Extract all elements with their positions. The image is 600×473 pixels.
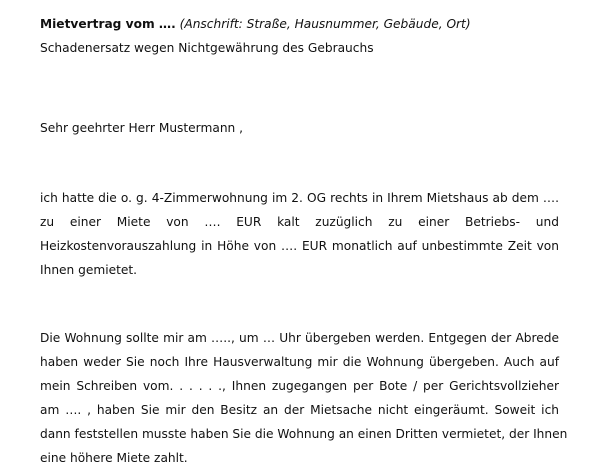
letter-header	[40, 12, 559, 36]
paragraph2-line: Die Wohnung sollte mir am ….., um … Uhr übergeben werden. Entgegen der Abrede	[40, 331, 559, 345]
paragraph1-line: zu einer Miete von …. EUR kalt zuzüglich zu einer Betriebs- und	[40, 215, 559, 229]
letter-salutation: Sehr geehrter Herr Mustermann ,	[40, 121, 244, 135]
letter-page	[40, 0, 568, 473]
letter-subject: Schadenersatz wegen Nichtgewährung des Gebrauchs	[40, 41, 374, 55]
paragraph2-line: eine höhere Miete zahlt.	[40, 451, 188, 465]
paragraph2-line: haben weder Sie noch Ihre Hausverwaltung mir die Wohnung übergeben. Auch auf	[40, 355, 559, 369]
letter-address-hint: (Anschrift: Straße, Hausnummer, Gebäude, Ort)	[179, 17, 471, 31]
paragraph1-line: ich hatte die o. g. 4-Zimmerwohnung im 2. OG rechts in Ihrem Mietshaus ab dem ….	[40, 191, 559, 205]
paragraph2-line: dann feststellen musste haben Sie die Wohnung an einen Dritten vermietet, der Ihnen	[40, 427, 568, 441]
paragraph2-line: am …. , haben Sie mir den Besitz an der Mietsache nicht eingeräumt. Soweit ich	[40, 403, 559, 417]
paragraph1-line: Ihnen gemietet.	[40, 263, 138, 277]
paragraph1-line: Heizkostenvorauszahlung in Höhe von …. EUR monatlich auf unbestimmte Zeit von	[40, 239, 559, 253]
paragraph2-line: mein Schreiben vom. . . . . ., Ihnen zugegangen per Bote / per Gerichtsvollzieher	[40, 379, 559, 393]
letter-title: Mietvertrag vom ….	[40, 17, 176, 31]
